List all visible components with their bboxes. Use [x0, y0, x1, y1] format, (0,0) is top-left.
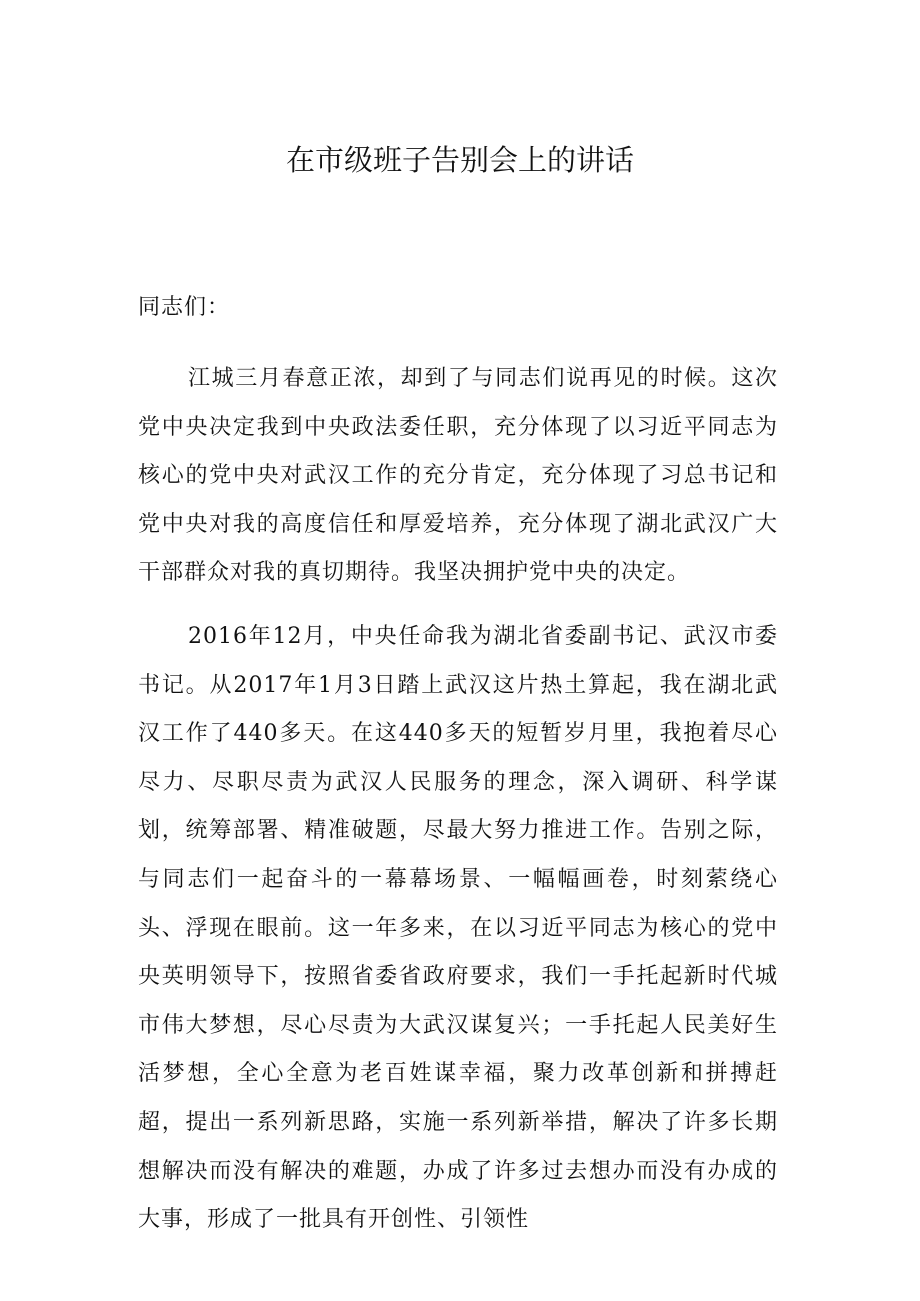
- paragraph-2: 2016年12月，中央任命我为湖北省委副书记、武汉市委书记。从2017年1月3日踏上武汉这片热土算起，我在湖北武汉工作了440多天。在这440多天的短暂岁月里，我抱着尽心尽力、尽职尽责为武汉人民服务的理念，深入调研、科学谋划，统筹部署、精准破题，尽最大努力推进工作。告别之际，与同志们一起奋斗的一幕幕场景、一幅幅画卷，时刻萦绕心头、浮现在眼前。这一年多来，在以习近平同志为核心的党中央英明领导下，按照省委省政府要求，我们一手托起新时代城市伟大梦想，尽心尽责为大武汉谋复兴；一手托起人民美好生活梦想，全心全意为老百姓谋幸福，聚力改革创新和拼搏赶超，提出一系列新思路，实施一系列新举措，解决了许多长期想解决而没有解决的难题，办成了许多过去想办而没有办成的大事，形成了一批具有开创性、引领性: [138, 624, 778, 1233]
- document-title: 在市级班子告别会上的讲话: [285, 143, 634, 177]
- paragraph-1: 江城三月春意正浓，却到了与同志们说再见的时候。这次党中央决定我到中央政法委任职，充分体现了以习近平同志为核心的党中央对武汉工作的充分肯定，充分体现了习总书记和党中央对我的高度信任和厚爱培养，充分体现了湖北武汉广大干部群众对我的真切期待。我坚决拥护党中央的决定。: [138, 366, 778, 586]
- salutation: 同志们：: [138, 295, 231, 320]
